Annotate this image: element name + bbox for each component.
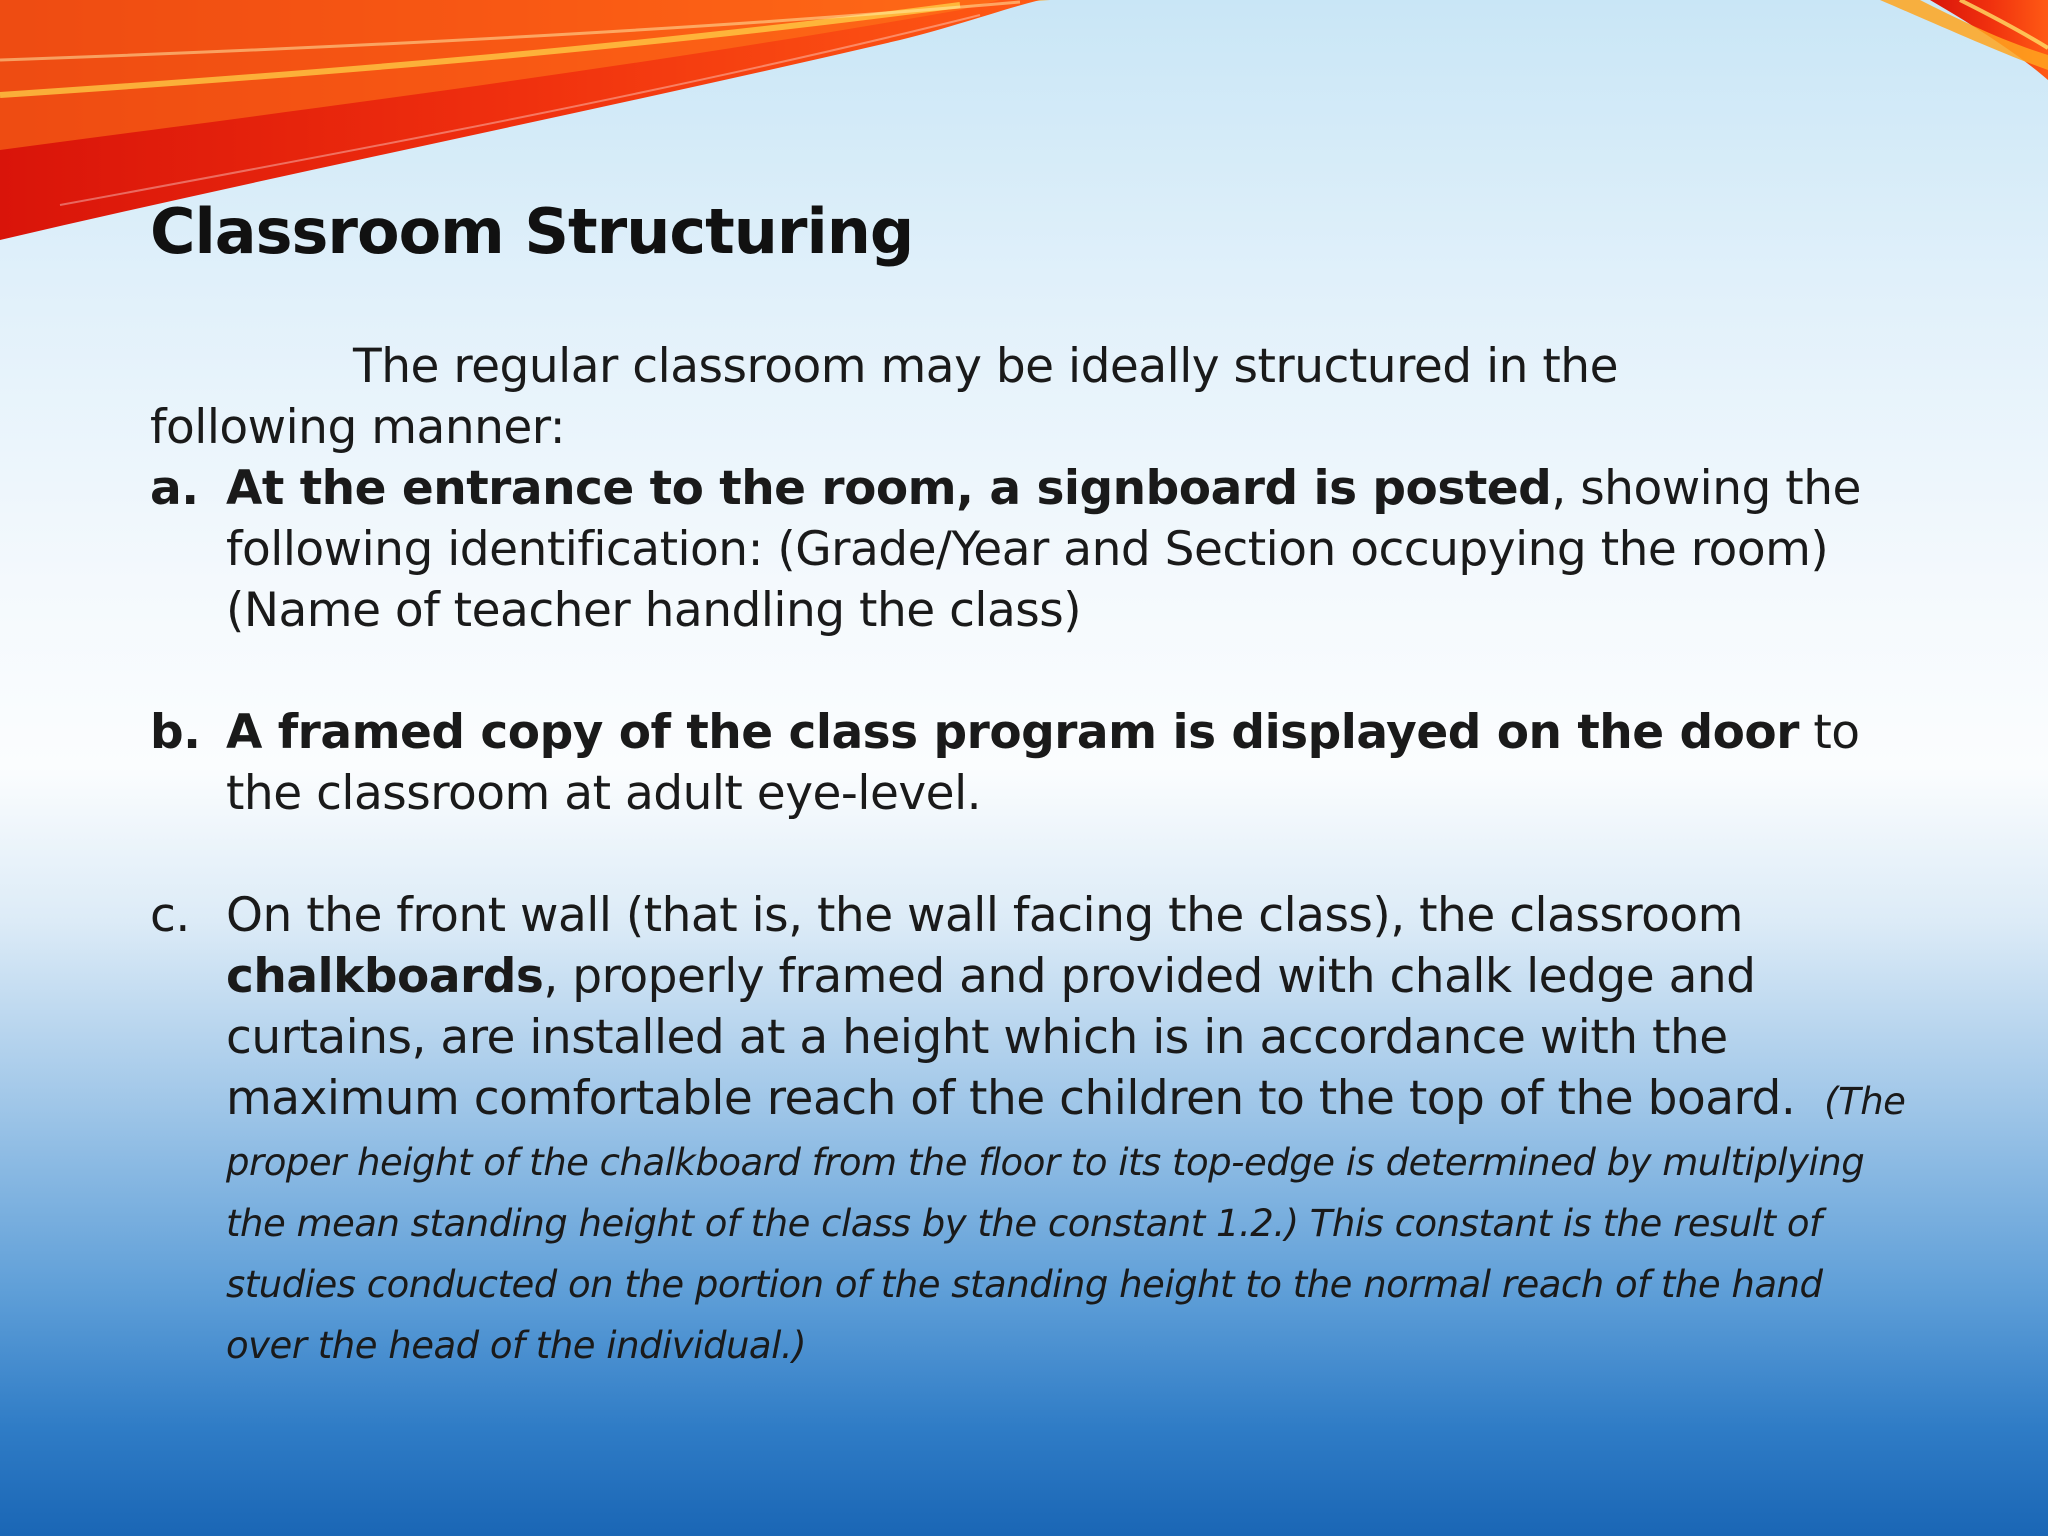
list-marker-a: a.	[150, 461, 199, 516]
list-item-a-bold: At the entrance to the room, a signboard is posted	[226, 461, 1552, 516]
list-item-c-text-after: , properly framed and provided with chalk ledge and curtains, are installed at a height which is in accordance with the maximum comfortable reach of the children to the top of the board.	[226, 949, 1796, 1126]
list-item-b-text: to the classroom at adult eye-level.	[226, 705, 1860, 821]
list-marker-c: c.	[150, 888, 190, 943]
list-item-a-content	[226, 458, 1910, 641]
list-item-a-text: , showing the following identification: (Grade/Year and Section occupying the room) (Name of teacher handling the class)	[226, 461, 1861, 638]
list-item-c	[150, 885, 1910, 1373]
list-item-b-content	[226, 702, 1910, 824]
intro-line-2: following manner:	[150, 400, 566, 455]
slide-body	[150, 336, 1910, 1373]
list-item-c-bold: chalkboards	[226, 949, 544, 1004]
list-item-c-note: (The proper height of the chalkboard from the floor to its top-edge is determined by multiplying the mean standing height of the class by the constant 1.2.) This constant is the result of studies conducted on the portion of the standing height to the normal reach of the hand over the head of the individual.)	[226, 1080, 1906, 1367]
list-item-c-content	[226, 885, 1910, 1373]
slide-title: Classroom Structuring	[150, 195, 914, 268]
intro-line-1: The regular classroom may be ideally structured in the	[353, 339, 1618, 394]
list-marker-b: b.	[150, 705, 201, 760]
list-item-a	[150, 458, 1910, 641]
list-item-b	[150, 702, 1910, 824]
list-item-c-text-before: On the front wall (that is, the wall facing the class), the classroom	[226, 888, 1743, 943]
list-item-b-bold: A framed copy of the class program is displayed on the door	[226, 705, 1799, 760]
